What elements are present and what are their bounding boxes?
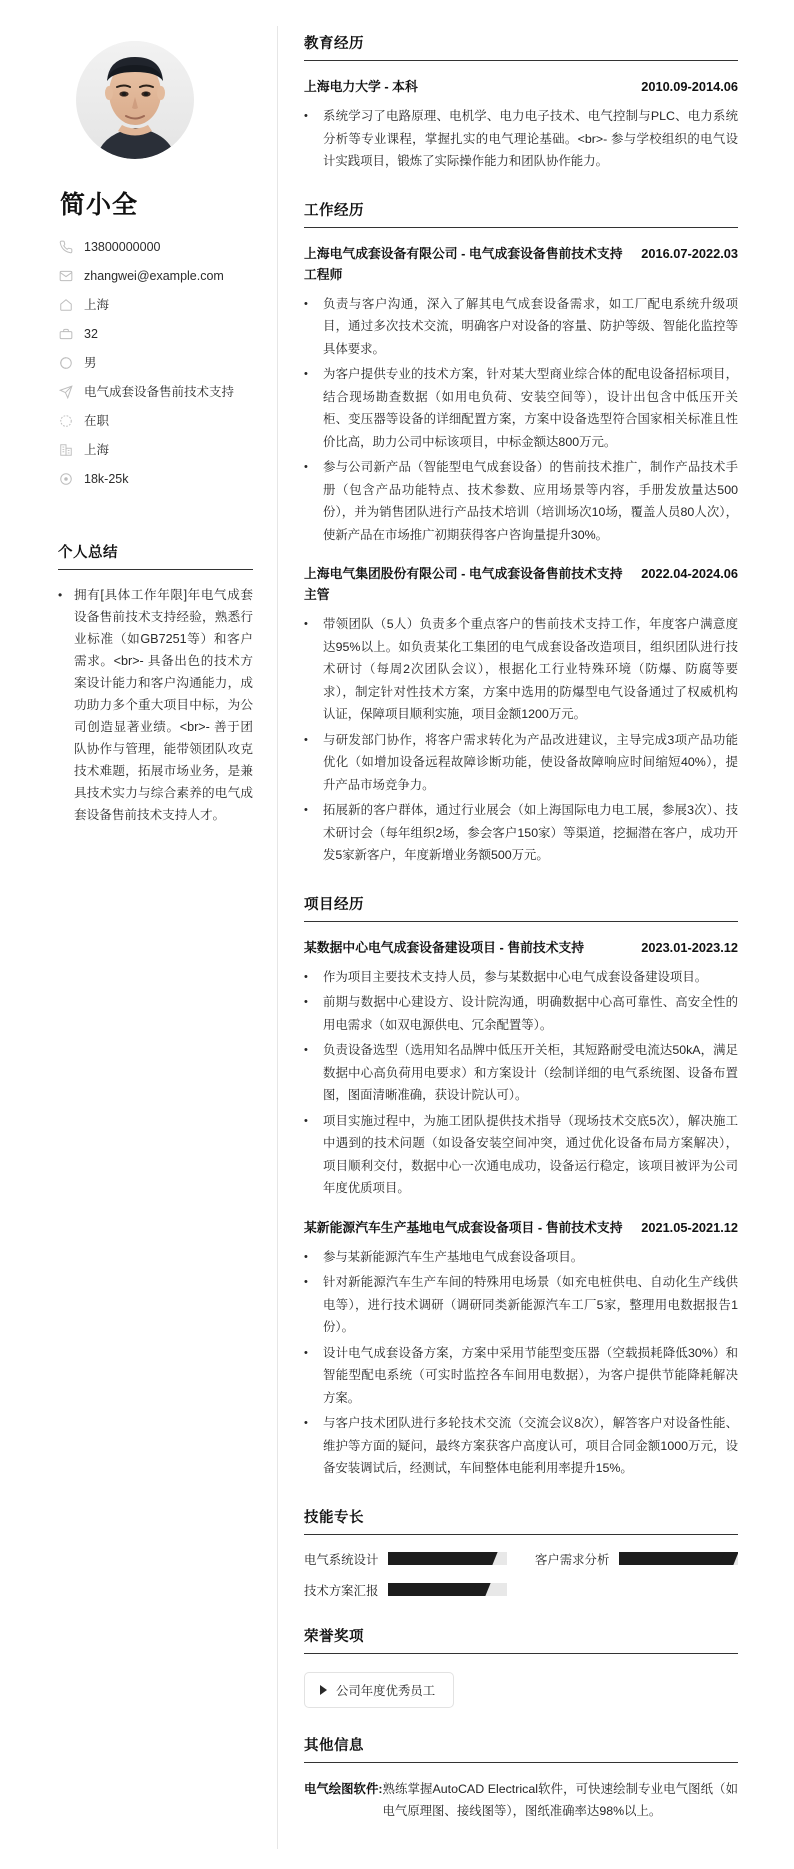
list-item <box>304 1246 738 1269</box>
skill-progress-bar <box>388 1583 507 1596</box>
contact-city <box>58 442 253 458</box>
skill-progress-bar <box>388 1552 507 1565</box>
entry-date: 2022.04-2024.06 <box>641 566 738 581</box>
skill-item <box>304 1581 507 1599</box>
education-section <box>304 32 738 173</box>
work-title: 工作经历 <box>304 199 738 228</box>
summary-title: 个人总结 <box>58 541 253 570</box>
skills-grid <box>304 1550 738 1599</box>
bullet-text: 针对新能源汽车生产车间的特殊用电场景（如充电桩供电、自动化生产线供电等），进行技术调研（调研同类新能源汽车工厂5家，整理用电数据报告1份）。 <box>323 1275 738 1334</box>
contact-status <box>58 413 253 429</box>
bullet-list <box>304 1246 738 1480</box>
other-info-item <box>304 1778 738 1823</box>
entry-date: 2016.07-2022.03 <box>641 245 738 261</box>
bullet-text: 为客户提供专业的技术方案，针对某大型商业综合体的配电设备招标项目，结合现场勘查数据（如用电负荷、安装空间等），设计出包含中低压开关柜、变压器等设备的详细配置方案，方案中设备选型符合国家相关标准且性价比高，助力公司中标该项目，中标金额达800万元。 <box>323 367 738 449</box>
education-entry <box>304 76 738 173</box>
bullet-text: 前期与数据中心建设方、设计院沟通，明确数据中心高可靠性、高安全性的用电需求（如双电源供电、冗余配置等）。 <box>323 995 738 1032</box>
list-item <box>304 966 738 989</box>
entry-header <box>304 243 738 285</box>
honor-list <box>304 1669 738 1708</box>
contact-salary <box>58 471 253 487</box>
contact-job-title <box>58 384 253 400</box>
contact-phone <box>58 239 253 255</box>
entry-header <box>304 563 738 605</box>
bullet-dot: • <box>304 1114 308 1127</box>
skills-title: 技能专长 <box>304 1506 738 1535</box>
bullet-list <box>304 613 738 867</box>
gender-icon <box>58 356 73 371</box>
contact-value: 电气成套设备售前技术支持 <box>84 385 235 399</box>
education-title: 教育经历 <box>304 32 738 61</box>
list-item <box>304 729 738 797</box>
entry-title: 上海电力大学 - 本科 <box>304 79 418 94</box>
bullet-list <box>304 966 738 1200</box>
list-item <box>304 1039 738 1107</box>
bullet-text: 带领团队（5人）负责多个重点客户的售前技术支持工作，年度客户满意度达95%以上。如负责某化工集团的电气成套设备改造项目，组织团队进行技术研讨（每周2次团队会议），根据化工行业特殊环境（防爆、防腐等要求），制定针对性技术方案，方案中选用的防爆型电气设备通过了权威机构认证，保障项目顺利实施，项目金额1200万元。 <box>323 617 738 721</box>
bullet-dot: • <box>58 588 63 602</box>
main-content <box>278 26 794 1849</box>
skill-item <box>304 1550 507 1568</box>
bullet-text: 与研发部门协作，将客户需求转化为产品改进建议，主导完成3项产品功能优化（如增加设备远程故障诊断功能，使设备故障响应时间缩短40%），提升产品市场竞争力。 <box>323 732 738 792</box>
contact-value: 男 <box>84 356 97 370</box>
bullet-list <box>304 105 738 173</box>
bullet-dot: • <box>304 996 308 1008</box>
bullet-text: 负责设备选型（选用知名品牌中低压开关柜，其短路耐受电流达50kA，满足数据中心高负荷用电要求）和方案设计（绘制详细的电气系统图、设备布置图，图面清晰准确，获设计院认可）。 <box>323 1043 738 1102</box>
summary-section <box>58 541 253 826</box>
bullet-text: 设计电气成套设备方案，方案中采用节能型变压器（空载损耗降低30%）和智能型配电系统（可实时监控各车间用电数据），为客户提供节能降耗解决方案。 <box>323 1345 738 1405</box>
bullet-dot: • <box>304 970 308 983</box>
list-item <box>304 991 738 1036</box>
bullet-dot: • <box>304 461 308 473</box>
status-icon <box>58 414 73 429</box>
contact-list <box>58 239 253 487</box>
skill-item <box>535 1550 738 1568</box>
bullet-text: 拓展新的客户群体，通过行业展会（如上海国际电力电工展，参展3次）、技术研讨会（每年组织2场，参会客户150家）等渠道，挖掘潜在客户，成功开发5家新客户，年度新增业务额500万元。 <box>323 803 738 862</box>
entry-header <box>304 937 738 958</box>
entry-title: 某新能源汽车生产基地电气成套设备项目 - 售前技术支持 <box>304 1219 623 1235</box>
contact-value: 上海 <box>84 298 110 312</box>
list-item <box>304 1110 738 1200</box>
list-item <box>304 1271 738 1339</box>
bullet-dot: • <box>304 368 308 380</box>
other-info-section <box>304 1734 738 1823</box>
entry-header <box>304 76 738 97</box>
skill-progress-fill <box>388 1552 488 1565</box>
entry-date: 2010.09-2014.06 <box>641 79 738 94</box>
email-icon <box>58 269 73 284</box>
list-item <box>304 293 738 361</box>
entry-title: 上海电气成套设备有限公司 - 电气成套设备售前技术支持工程师 <box>304 245 623 282</box>
honors-section <box>304 1625 738 1708</box>
bullet-dot: • <box>304 1417 308 1429</box>
bullet-text: 作为项目主要技术支持人员，参与某数据中心电气成套设备建设项目。 <box>323 969 708 984</box>
honor-label: 公司年度优秀员工 <box>336 1683 436 1698</box>
contact-value: 上海 <box>84 443 110 457</box>
contact-email <box>58 268 253 284</box>
summary-text-block <box>58 584 253 826</box>
skills-grid-spacer <box>535 1581 738 1599</box>
other-info-value: 熟练掌握AutoCAD Electrical软件，可快速绘制专业电气图纸（如电气原理图、接线图等），图纸准确率达98%以上。 <box>382 1781 738 1818</box>
contact-value: 32 <box>84 327 98 341</box>
skill-progress-fill <box>619 1552 728 1565</box>
list-item <box>304 363 738 453</box>
contact-value: 13800000000 <box>84 240 161 254</box>
bullet-dot: • <box>304 618 308 630</box>
bullet-dot: • <box>304 1276 308 1288</box>
list-item <box>304 799 738 867</box>
list-item <box>304 105 738 173</box>
skills-section <box>304 1506 738 1599</box>
skill-label: 技术方案汇报 <box>304 1583 379 1598</box>
contact-value: zhangwei@example.com <box>84 269 224 283</box>
other-info-title: 其他信息 <box>304 1734 738 1763</box>
list-item <box>304 1412 738 1480</box>
page-title: 简小全 <box>60 191 139 219</box>
triangle-marker-icon <box>320 1685 327 1695</box>
briefcase-icon <box>58 327 73 342</box>
work-section <box>304 199 738 867</box>
status-badge[interactable] <box>304 1672 454 1708</box>
bullet-dot: • <box>304 804 308 816</box>
skill-label: 电气系统设计 <box>304 1552 379 1567</box>
list-item <box>304 613 738 726</box>
list-item <box>304 456 738 546</box>
phone-icon <box>58 240 73 255</box>
contact-value: 在职 <box>84 414 110 428</box>
home-icon <box>58 298 73 313</box>
projects-section <box>304 893 738 1480</box>
bullet-dot: • <box>304 733 308 746</box>
other-info-label: 电气绘图软件: <box>304 1781 383 1796</box>
entry-title: 某数据中心电气成套设备建设项目 - 售前技术支持 <box>304 939 585 955</box>
contact-value: 18k-25k <box>84 472 129 486</box>
project-entry <box>304 937 738 1200</box>
bullet-text: 项目实施过程中，为施工团队提供技术指导（现场技术交底5次），解决施工中遇到的技术问题（如设备安装空间冲突，通过优化设备布局方案解决），项目顺利交付，数据中心一次通电成功，设备运行稳定，该项目被评为公司年度优质项目。 <box>323 1113 738 1195</box>
work-entry <box>304 243 738 547</box>
bullet-dot: • <box>304 1250 308 1263</box>
bullet-dot: • <box>304 1044 308 1056</box>
honors-title: 荣誉奖项 <box>304 1625 738 1654</box>
contact-location <box>58 297 253 313</box>
sidebar <box>0 26 278 1849</box>
send-icon <box>58 385 73 400</box>
city-icon <box>58 443 73 458</box>
entry-header <box>304 1217 738 1238</box>
bullet-text: 与客户技术团队进行多轮技术交流（交流会议8次），解答客户对设备性能、维护等方面的疑问，最终方案获客户高度认可，项目合同金额1000万元，设备安装调试后，经测试，车间整体电能利用率提升15%。 <box>323 1416 738 1475</box>
bullet-dot: • <box>304 297 308 310</box>
skill-label: 客户需求分析 <box>535 1552 610 1567</box>
salary-icon <box>58 472 73 487</box>
bullet-dot: • <box>304 1346 308 1359</box>
summary-text: 拥有[具体工作年限]年电气成套设备售前技术支持经验，熟悉行业标准（如GB7251等）和客户需求。<br>- 具备出色的技术方案设计能力和客户沟通能力，成功助力多个重大项目中标，为公司创造显著业绩。<br>- 善于团队协作与管理，能带领团队攻克技术难题，拓展市场业务，是兼具技术实力与综合素养的电气成套设备售前技术支持人才。 <box>74 588 253 822</box>
contact-age <box>58 326 253 342</box>
entry-date: 2021.05-2021.12 <box>641 1219 738 1235</box>
portrait-photo-icon <box>76 41 194 159</box>
projects-title: 项目经历 <box>304 893 738 922</box>
work-entry <box>304 563 738 867</box>
project-entry <box>304 1217 738 1480</box>
bullet-text: 系统学习了电路原理、电机学、电力电子技术、电气控制与PLC、电力系统分析等专业课程，掌握扎实的电气理论基础。<br>- 参与学校组织的电气设计实践项目，锻炼了实际操作能力和团队协作能力。 <box>323 109 738 168</box>
entry-date: 2023.01-2023.12 <box>641 939 738 955</box>
skill-progress-bar <box>619 1552 738 1565</box>
entry-title: 上海电气集团股份有限公司 - 电气成套设备售前技术支持主管 <box>304 566 623 602</box>
bullet-text: 负责与客户沟通，深入了解其电气成套设备需求，如工厂配电系统升级项目，通过多次技术交流，明确客户对设备的容量、防护等级、智能化监控等具体要求。 <box>323 296 738 356</box>
bullet-text: 参与某新能源汽车生产基地电气成套设备项目。 <box>323 1249 584 1264</box>
contact-gender <box>58 355 253 371</box>
skill-progress-fill <box>388 1583 481 1596</box>
avatar <box>76 41 194 159</box>
list-item <box>304 1342 738 1410</box>
bullet-dot: • <box>304 110 308 122</box>
bullet-text: 参与公司新产品（智能型电气成套设备）的售前技术推广，制作产品技术手册（包含产品功能特点、技术参数、应用场景等内容，手册发放量达500份），并为销售团队进行产品技术培训（培训场次10场，覆盖人员80人次），使新产品在市场推广初期获得客户咨询量提升30%。 <box>323 460 738 542</box>
bullet-list <box>304 293 738 547</box>
